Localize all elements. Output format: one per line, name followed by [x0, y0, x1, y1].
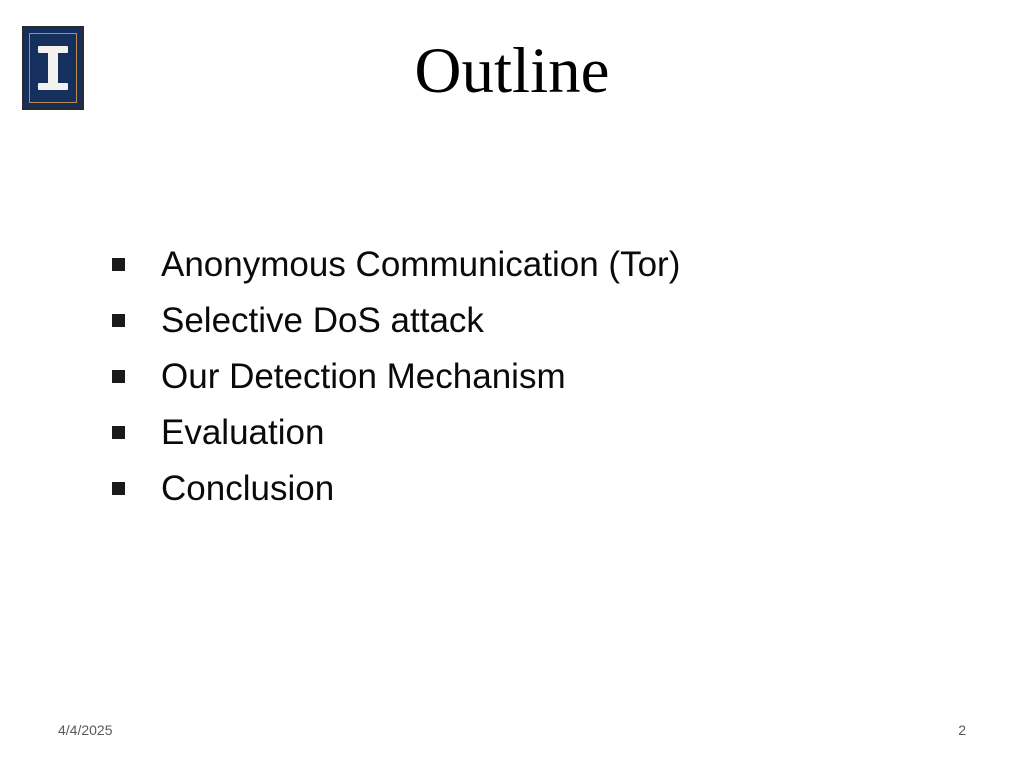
square-bullet-icon	[112, 370, 125, 383]
list-item	[112, 354, 912, 400]
slide-date: 4/4/2025	[58, 722, 113, 738]
list-item-label: Selective DoS attack	[161, 301, 484, 340]
square-bullet-icon	[112, 482, 125, 495]
square-bullet-icon	[112, 258, 125, 271]
list-item	[112, 410, 912, 456]
list-item	[112, 242, 912, 288]
square-bullet-icon	[112, 314, 125, 327]
list-item	[112, 466, 912, 512]
list-item-label: Anonymous Communication (Tor)	[161, 245, 681, 284]
list-item-label: Our Detection Mechanism	[161, 357, 566, 396]
list-item	[112, 298, 912, 344]
list-item-label: Evaluation	[161, 413, 325, 452]
square-bullet-icon	[112, 426, 125, 439]
bullet-list	[112, 242, 912, 522]
list-item-label: Conclusion	[161, 469, 335, 508]
slide-title: Outline	[414, 35, 610, 107]
slide-page-number: 2	[958, 722, 966, 738]
